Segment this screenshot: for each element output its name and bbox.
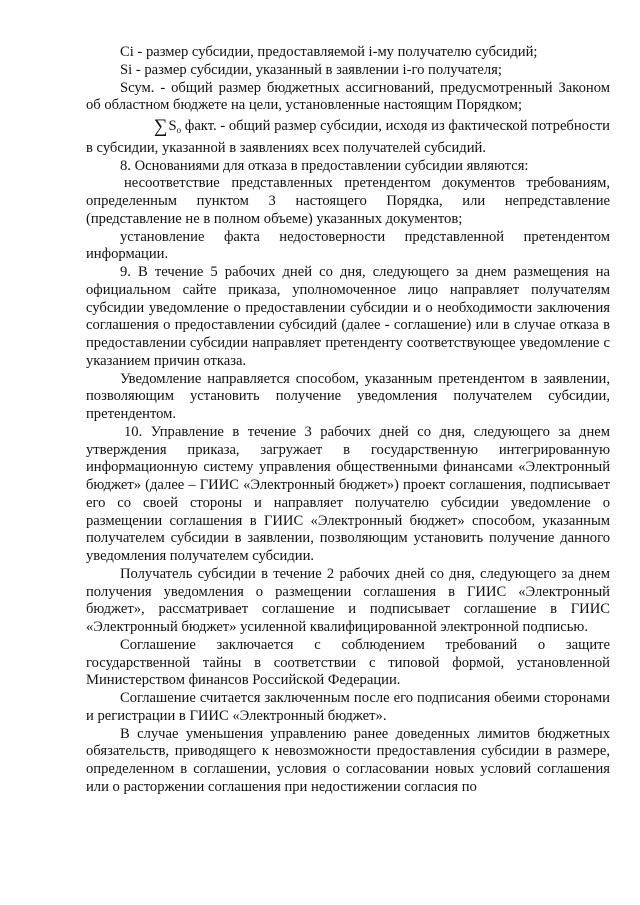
sum-symbol: ∑: [154, 116, 168, 137]
paragraph-limits-reduction: В случае уменьшения управлению ранее доведенных лимитов бюджетных обязательств, приводящего к невозможности предоставления субсидии в размере, определенном в соглашении, условия о согласовании новых условий соглашения или о расторжении соглашения при недостижении согласия по: [86, 725, 610, 795]
paragraph-agreement-concluded: Соглашение считается заключенным после его подписания обеими сторонами и регистрации в ГИИС «Электронный бюджет».: [86, 690, 610, 724]
paragraph-agreement-conclusion: Соглашение заключается с соблюдением требований о защите государственной тайны в соответствии с типовой формой, установленной Министерством финансов Российской Федерации.: [86, 636, 610, 689]
paragraph-item-8: 8. Основаниями для отказа в предоставлении субсидии являются:: [120, 157, 529, 174]
sum-fact-text: - общий размер субсидии, исходя из фактической потребности в субсидии, указанной в заявлениях всех получателей субсидий.: [86, 118, 610, 156]
document-page: [86, 44, 610, 797]
paragraph-recipient-signing: Получатель субсидии в течение 2 рабочих дней со дня, следующего за днем получения уведомления о размещении соглашения в ГИИС «Электронный бюджет», рассматривает соглашение и подписывает соглашение в ГИИС «Электронный бюджет» усиленной квалифицированной электронной подписью.: [86, 565, 610, 635]
formula-variable: S: [168, 118, 177, 134]
formula-label: факт.: [184, 118, 217, 134]
paragraph-ssum-definition: Sсум. - общий размер бюджетных ассигнований, предусмотренный Законом об областном бюджете на цели, установленные настоящим Порядком;: [86, 79, 610, 114]
paragraph-notification-method: Уведомление направляется способом, указанным претендентом в заявлении, позволяющим установить получение уведомления получателем субсидии, претендентом.: [86, 370, 610, 422]
paragraph-refusal-ground-1: несоответствие представленных претендентом документов требованиям, определенным пунктом 3 настоящего Порядка, или непредставление (представление не в полном объеме) указанных документов;: [86, 175, 610, 227]
paragraph-si-definition: Si - размер субсидии, указанный в заявлении i-го получателя;: [120, 61, 502, 78]
paragraph-sum-fact-definition: [86, 118, 610, 158]
formula-subscript: o: [176, 125, 182, 135]
paragraph-item-9: 9. В течение 5 рабочих дней со дня, следующего за днем размещения на официальном сайте приказа, уполномоченное лицо направляет получателям субсидии уведомление о предоставлении субсидии и о необходимости заключения соглашения о предоставлении субсидий (далее - соглашение) или в случае отказа в предоставлении субсидии направляет претенденту соответствующее уведомление с указанием причин отказа.: [86, 264, 610, 369]
paragraph-refusal-ground-2: установление факта недостоверности представленной претендентом информации.: [86, 228, 610, 263]
paragraph-ci-definition: Ci - размер субсидии, предоставляемой i-му получателю субсидий;: [120, 44, 538, 60]
paragraph-item-10: 10. Управление в течение 3 рабочих дней со дня, следующего за днем утверждения приказа, загружает в государственную интегрированную информационную систему управления общественными финансами «Электронный бюджет» (далее – ГИИС «Электронный бюджет») проект соглашения, подписывает его со своей стороны и направляет получателю субсидии уведомление о размещении соглашения в ГИИС «Электронный бюджет» способом, указанным получателем субсидии в заявлении, позволяющим установить получение данного уведомления получателем субсидии.: [86, 423, 610, 564]
